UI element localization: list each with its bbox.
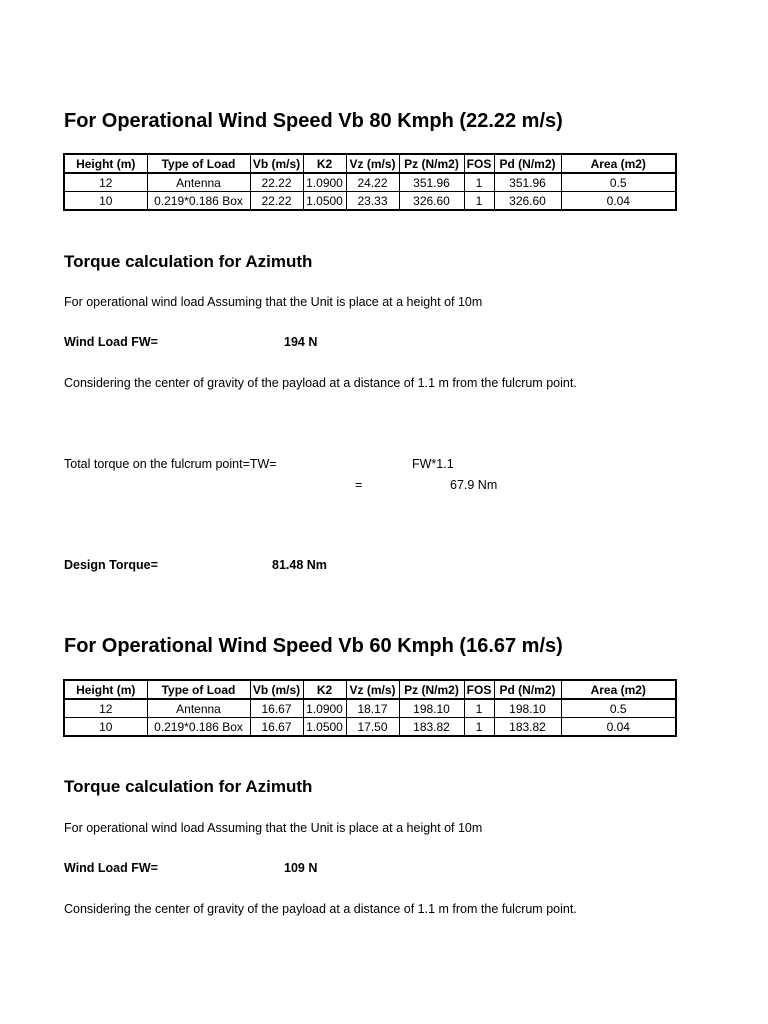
cell-height: 10 [64,192,147,211]
col-vz: Vz (m/s) [346,680,399,699]
col-vz: Vz (m/s) [346,154,399,173]
cell-k2: 1.0500 [303,718,346,737]
col-type-of-load: Type of Load [147,154,250,173]
section1-torque-heading: Torque calculation for Azimuth [64,252,313,271]
section2-cg-text: Considering the center of gravity of the payload at a distance of 1.1 m from the fulcrum point. [64,902,577,916]
cell-k2: 1.0500 [303,192,346,211]
col-type-of-load: Type of Load [147,680,250,699]
cell-type: Antenna [147,173,250,192]
section2-wind-load-label: Wind Load FW= [64,861,158,875]
table-row [64,699,676,718]
section2-wind-load-value: 109 N [284,861,318,875]
col-pz: Pz (N/m2) [399,154,464,173]
cell-pd: 326.60 [494,192,561,211]
total-torque-label: Total torque on the fulcrum point=TW= [64,457,277,471]
section1-cg-text: Considering the center of gravity of the payload at a distance of 1.1 m from the fulcrum point. [64,376,577,390]
cell-vz: 24.22 [346,173,399,192]
cell-area: 0.5 [561,173,676,192]
cell-height: 10 [64,718,147,737]
table-row [64,192,676,211]
table-row [64,718,676,737]
cell-fos: 1 [464,192,494,211]
col-pz: Pz (N/m2) [399,680,464,699]
cell-vz: 23.33 [346,192,399,211]
cell-fos: 1 [464,699,494,718]
table-row [64,173,676,192]
section1-wind-load-label: Wind Load FW= [64,335,158,349]
section1-table [63,153,677,211]
section1-assumption-text: For operational wind load Assuming that the Unit is place at a height of 10m [64,295,483,309]
total-torque-value: 67.9 Nm [450,478,498,492]
cell-height: 12 [64,173,147,192]
col-vb: Vb (m/s) [250,154,303,173]
cell-vb: 16.67 [250,699,303,718]
col-height: Height (m) [64,154,147,173]
col-fos: FOS [464,680,494,699]
cell-area: 0.5 [561,699,676,718]
cell-pz: 326.60 [399,192,464,211]
col-area: Area (m2) [561,680,676,699]
col-pd: Pd (N/m2) [494,680,561,699]
cell-area: 0.04 [561,192,676,211]
cell-pz: 183.82 [399,718,464,737]
table-header-row [64,680,676,699]
cell-fos: 1 [464,173,494,192]
total-torque-equals: = [355,478,363,492]
cell-pd: 351.96 [494,173,561,192]
col-pd: Pd (N/m2) [494,154,561,173]
section2-torque-heading: Torque calculation for Azimuth [64,777,313,796]
cell-pz: 351.96 [399,173,464,192]
cell-vb: 22.22 [250,192,303,211]
design-torque-label: Design Torque= [64,558,158,572]
cell-height: 12 [64,699,147,718]
col-k2: K2 [303,154,346,173]
section1-title: For Operational Wind Speed Vb 80 Kmph (22.22 m/s) [64,110,563,132]
cell-pd: 198.10 [494,699,561,718]
cell-type: 0.219*0.186 Box [147,192,250,211]
section2-assumption-text: For operational wind load Assuming that the Unit is place at a height of 10m [64,821,483,835]
section2-title: For Operational Wind Speed Vb 60 Kmph (16.67 m/s) [64,635,563,657]
col-k2: K2 [303,680,346,699]
cell-pz: 198.10 [399,699,464,718]
section1-wind-load-value: 194 N [284,335,318,349]
total-torque-formula: FW*1.1 [412,457,454,471]
cell-type: 0.219*0.186 Box [147,718,250,737]
col-height: Height (m) [64,680,147,699]
cell-k2: 1.0900 [303,699,346,718]
section2-table [63,679,677,737]
col-area: Area (m2) [561,154,676,173]
cell-k2: 1.0900 [303,173,346,192]
cell-area: 0.04 [561,718,676,737]
cell-pd: 183.82 [494,718,561,737]
cell-vz: 17.50 [346,718,399,737]
table-header-row [64,154,676,173]
cell-vb: 16.67 [250,718,303,737]
cell-type: Antenna [147,699,250,718]
col-fos: FOS [464,154,494,173]
col-vb: Vb (m/s) [250,680,303,699]
cell-vb: 22.22 [250,173,303,192]
design-torque-value: 81.48 Nm [272,558,327,572]
cell-fos: 1 [464,718,494,737]
cell-vz: 18.17 [346,699,399,718]
